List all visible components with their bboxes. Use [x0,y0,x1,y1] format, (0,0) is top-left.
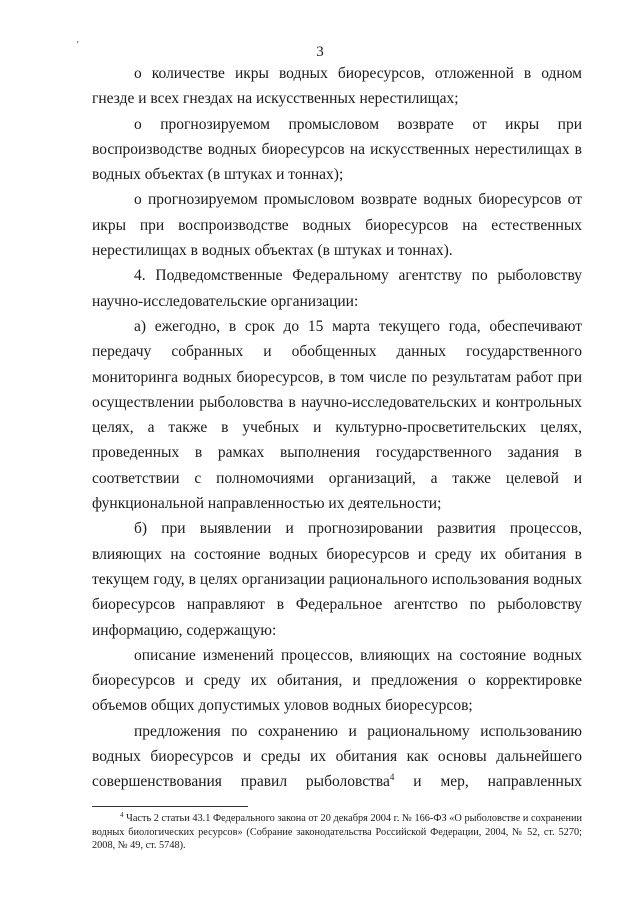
paragraph-description-changes: описание изменений процессов, влияющих на состояние водных биоресурсов и среду их обитания, и предложения о корректировке объемов общих допустимых уловов водных биоресурсов; [92,646,582,715]
stray-mark: ’ [76,40,80,51]
document-body [92,61,582,795]
paragraph-natural-return: о прогнозируемом промысловом возврате водных биоресурсов от икры при воспроизводстве водных биоресурсов на естественных нерестилищах в водных объектах (в штуках и тоннах). [92,191,582,260]
footnote [92,812,582,853]
paragraph-proposals [92,719,582,795]
footnote-reference[interactable]: 4 [389,772,395,783]
paragraph-item-b: б) при выявлении и прогнозировании развития процессов, влияющих на состояние водных биоресурсов и среду их обитания в текущем году, в целях организации рационального использования водных биоресурсов направляют в Федеральное агентство по рыболовству информацию, содержащую: [92,520,582,639]
page-number: 3 [316,44,324,60]
footnote-number: 4 [120,811,124,819]
proposals-text: предложения по сохранению и рациональному использованию водных биоресурсов и среды их обитания как основы дальнейшего совершенствования правил рыболовства [92,722,582,791]
proposals-text-continued: и мер, направленных [394,773,582,791]
footnote-divider [92,806,248,807]
footnote-content: Часть 2 статьи 43.1 Федерального закона от 20 декабря 2004 г. № 166-ФЗ «О рыболовстве и сохранении водных биологических ресурсов» (Собрание законодательства Российской Федерации, 2004, № 52, ст. 5270; 2008, № 49, ст. 5748). [92,813,582,852]
paragraph-artificial-return: о прогнозируемом промысловом возврате от икры при воспроизводстве водных биоресурсов на искусственных нерестилищах в водных объектах (в штуках и тоннах); [92,115,582,184]
footnote-text [92,812,582,853]
paragraph-item-a: а) ежегодно, в срок до 15 марта текущего года, обеспечивают передачу собранных и обобщенных данных государственного мониторинга водных биоресурсов, в том числе по результатам работ при осуществлении рыболовства в научно-исследовательских и контрольных целях, а также в учебных и культурно-просветительских целях, проведенных в рамках выполнения государственного задания в соответствии с полномочиями организаций, а также целевой и функциональной направленностью их деятельности; [92,317,582,513]
paragraph-roe-quantity: о количестве икры водных биоресурсов, отложенной в одном гнезде и всех гнездах на искусственных нерестилищах; [92,65,582,108]
paragraph-section-4: 4. Подведомственные Федеральному агентству по рыболовству научно-исследовательские организации: [92,267,582,310]
